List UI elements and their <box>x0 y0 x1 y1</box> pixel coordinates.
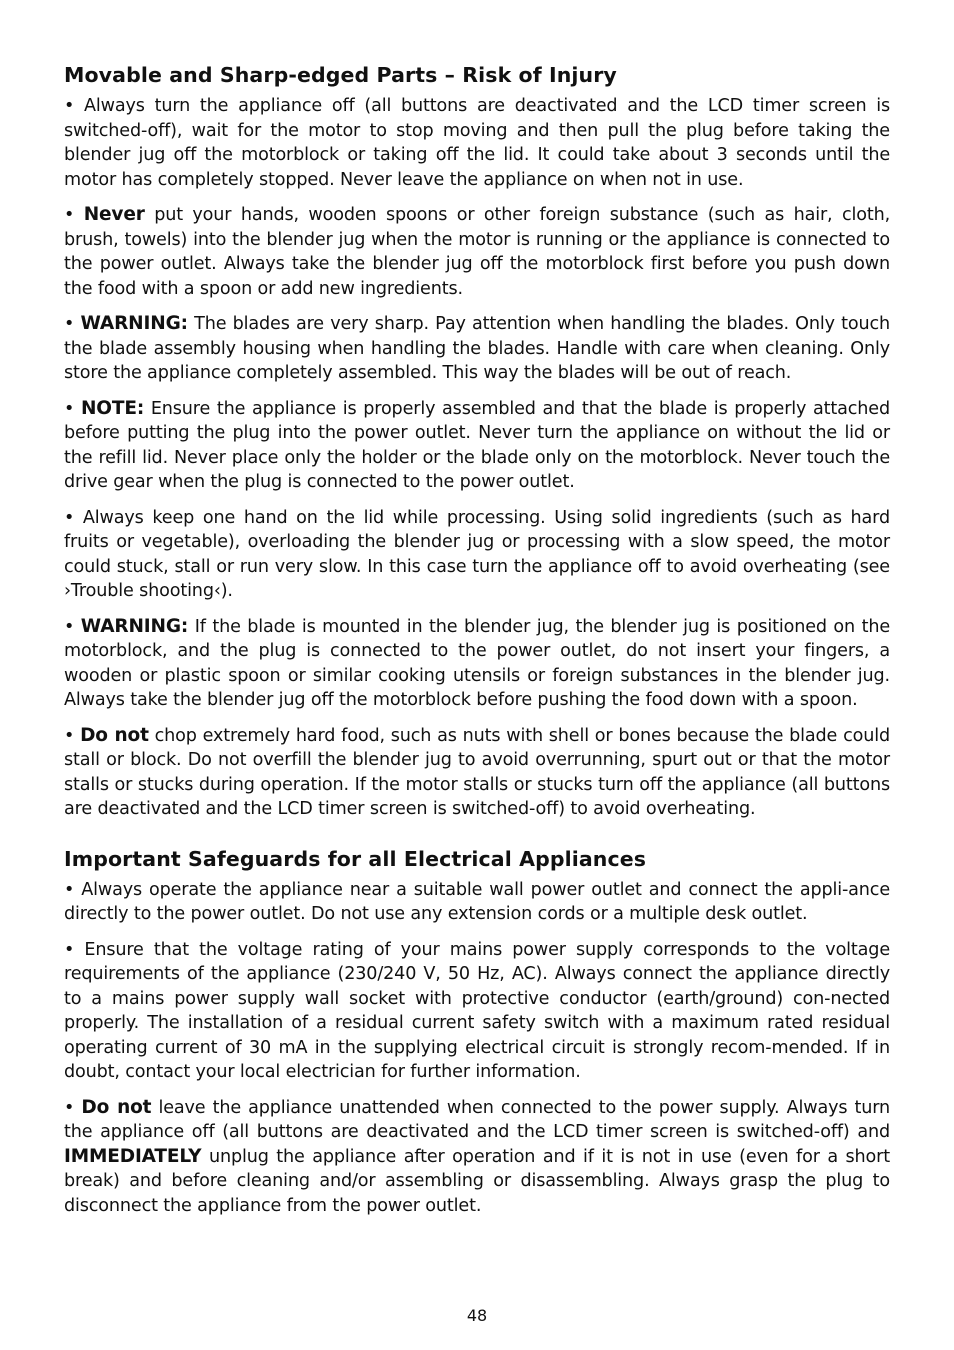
paragraph-unattended <box>64 1096 890 1219</box>
page-number: 48 <box>466 1306 488 1325</box>
paragraph-lead: Do not <box>81 1096 152 1118</box>
paragraph-emphasis: IMMEDIATELY <box>64 1145 202 1167</box>
bullet: • <box>64 205 75 225</box>
section-title-electrical-safeguards: Important Safeguards for all Electrical Appliances <box>64 846 647 871</box>
paragraph-text: leave the appliance unattended when connected to the power supply. Always turn the appliance off (all buttons are deactivated and the LCD timer screen is switched-off) and <box>64 1097 890 1142</box>
paragraph-note-assembly <box>64 397 890 495</box>
section-title-sharp-parts: Movable and Sharp-edged Parts – Risk of Injury <box>64 63 617 87</box>
bullet: • <box>64 725 75 746</box>
bullet: • <box>64 879 75 900</box>
paragraph-do-not-chop <box>64 724 890 822</box>
paragraph-text: Ensure the appliance is properly assembled and that the blade is properly attached before putting the plug into the power outlet. Never turn the appliance on without the lid or the refill lid. Never place only the holder or the blade only on the motorblock. Never touch the drive gear when the plug is connected to the power outlet. <box>64 398 891 492</box>
paragraph-lead: WARNING: <box>80 313 188 334</box>
paragraph-lead: WARNING: <box>80 615 189 637</box>
paragraph-never-hands <box>64 203 890 301</box>
paragraph-text: unplug the appliance after operation and if it is not in use (even for a short break) and before cleaning and/or assembling or disassembling. Always grasp the plug to disconnect the appliance from the power outlet. <box>64 1146 890 1216</box>
bullet: • <box>64 939 75 960</box>
bullet: • <box>64 314 75 334</box>
paragraph-text: chop extremely hard food, such as nuts with shell or bones because the blade could stall or block. Do not overfill the blender jug to avoid overrunning, spurt out or that the motor stalls or stucks during operation. If the motor stalls or stucks turn off the appliance (all buttons are deactivated and the LCD timer screen is switched-off) to avoid overheating. <box>64 725 890 819</box>
paragraph-text: put your hands, wooden spoons or other foreign substance (such as hair, cloth, brush, towels) into the blender jug when the motor is running or the appliance is connected to the power outlet. Always take the blender jug off the motorblock first before you push down the food with a spoon or add new ingredients. <box>64 205 891 299</box>
paragraph-text: Ensure that the voltage rating of your mains power supply corresponds to the voltage requirements of the appliance (230/240 V, 50 Hz, AC). Always connect the appliance directly to a mains power supply wall socket with protective conductor (earth/ground) con-nected properly. The installation of a residual current safety switch with a maximum rated residual operating current of 30 mA in the supplying electrical circuit is strongly recom-mended. If in doubt, contact your local electrician for further information. <box>64 939 890 1082</box>
document-page <box>64 60 890 1229</box>
paragraph-voltage-rating <box>64 938 890 1085</box>
paragraph-lead: NOTE: <box>80 397 145 419</box>
bullet: • <box>64 398 75 419</box>
paragraph-wall-outlet <box>64 878 890 927</box>
paragraph-text: Always operate the appliance near a suitable wall power outlet and connect the appli-ance directly to the power outlet. Do not use any extension cords or a multiple desk outlet. <box>64 879 890 924</box>
paragraph-turn-off <box>64 94 890 192</box>
bullet: • <box>64 507 75 528</box>
bullet: • <box>64 96 75 116</box>
bullet: • <box>64 616 75 637</box>
paragraph-text: Always turn the appliance off (all buttons are deactivated and the LCD timer screen is switched-off), wait for the motor to stop moving and then pull the plug before taking the blender jug off the motorblock or taking off the lid. It could take about 3 seconds until the motor has completely stopped. Never leave the appliance on when not in use. <box>64 96 890 190</box>
paragraph-text: The blades are very sharp. Pay attention when handling the blades. Only touch the blade assembly housing when handling the blades. Handle with care when cleaning. Only store the appliance completely assembled. This way the blades will be out of reach. <box>64 314 890 383</box>
paragraph-lead: Do not <box>80 724 149 746</box>
bullet: • <box>64 1097 75 1118</box>
paragraph-hand-on-lid <box>64 506 890 604</box>
paragraph-warning-blades <box>64 312 890 386</box>
paragraph-text: Always keep one hand on the lid while processing. Using solid ingredients (such as hard fruits or vegetable), overloading the blender jug or processing with a slow speed, the motor could stuck, stall or run very slow. In this case turn the appliance off to avoid overheating (see ›Trouble shooting‹). <box>64 507 890 601</box>
paragraph-warning-fingers <box>64 615 890 713</box>
paragraph-text: If the blade is mounted in the blender jug, the blender jug is positioned on the motorblock, and the plug is connected to the power outlet, do not insert your fingers, a wooden or plastic spoon or similar cooking utensils or foreign substances in the blender jug. Always take the blender jug off the motorblock before pushing the food down with a spoon. <box>64 616 891 710</box>
paragraph-lead: Never <box>83 204 145 225</box>
